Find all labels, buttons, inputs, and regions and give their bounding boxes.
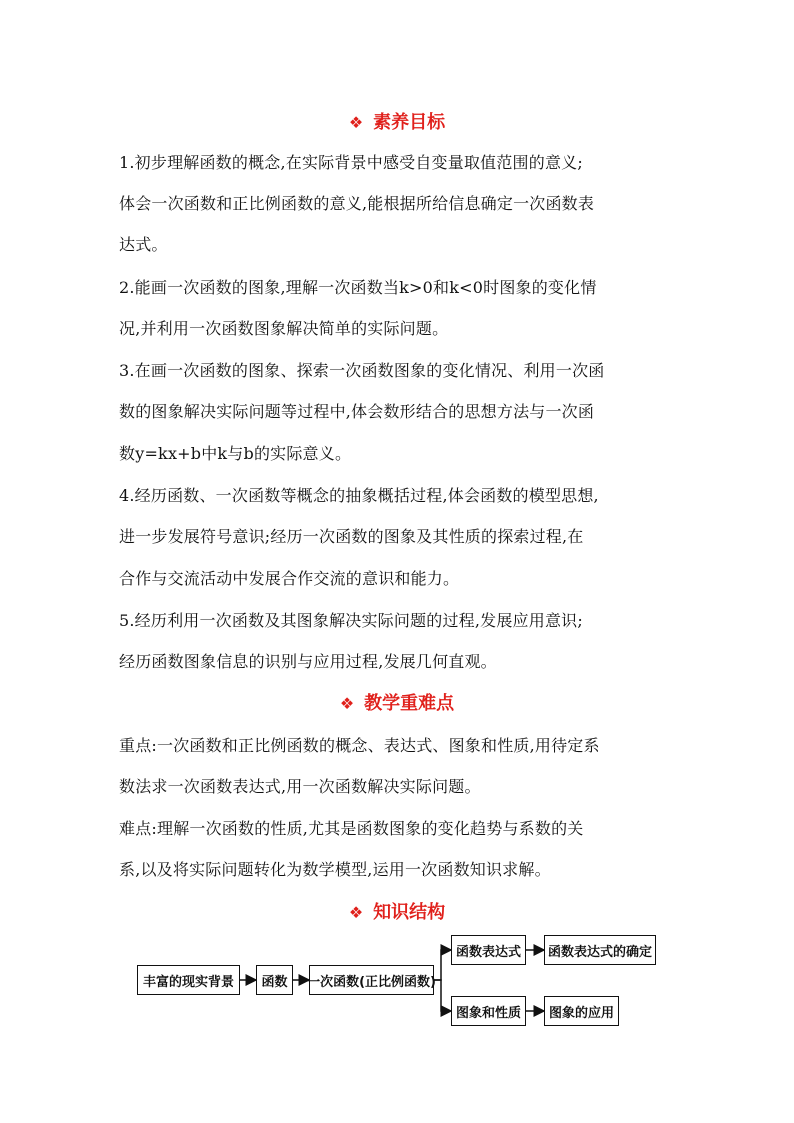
text-line: 数y=kx+b中k与b的实际意义。 <box>119 444 352 463</box>
node-linear-function: 一次函数(正比例函数) <box>309 965 434 995</box>
text-line: 3.在画一次函数的图象、探索一次函数图象的变化情况、利用一次函 <box>119 361 605 380</box>
text-line: 进一步发展符号意识;经历一次函数的图象及其性质的探索过程,在 <box>119 527 584 546</box>
text-line: 况,并利用一次函数图象解决简单的实际问题。 <box>119 319 449 338</box>
diamond-icon: ❖ <box>339 694 355 713</box>
arrow <box>434 950 451 980</box>
node-expression: 函数表达式 <box>451 935 526 965</box>
arrow <box>434 980 451 1011</box>
node-graph-application: 图象的应用 <box>544 996 619 1026</box>
node-expression-determine: 函数表达式的确定 <box>544 935 656 965</box>
node-function: 函数 <box>256 965 293 995</box>
text-line: 达式。 <box>119 235 168 254</box>
text-line: 数的图象解决实际问题等过程中,体会数形结合的思想方法与一次函 <box>119 402 595 421</box>
text-line: 难点:理解一次函数的性质,尤其是函数图象的变化趋势与系数的关 <box>119 819 584 838</box>
node-graph-properties: 图象和性质 <box>451 996 526 1026</box>
text-line: 5.经历利用一次函数及其图象解决实际问题的过程,发展应用意识; <box>119 611 583 630</box>
text-line: 4.经历函数、一次函数等概念的抽象概括过程,体会函数的模型思想, <box>119 486 599 505</box>
text-line: 2.能画一次函数的图象,理解一次函数当k>0和k<0时图象的变化情 <box>119 278 597 297</box>
diamond-icon: ❖ <box>348 113 364 132</box>
text-line: 系,以及将实际问题转化为数学模型,运用一次函数知识求解。 <box>119 860 551 879</box>
section-title-text: 教学重难点 <box>364 693 455 714</box>
node-background: 丰富的现实背景 <box>137 965 240 995</box>
text-line: 经历函数图象信息的识别与应用过程,发展几何直观。 <box>119 652 497 671</box>
text-line: 数法求一次函数表达式,用一次函数解决实际问题。 <box>119 777 481 796</box>
diamond-icon: ❖ <box>348 903 364 922</box>
text-line: 1.初步理解函数的概念,在实际背景中感受自变量取值范围的意义; <box>119 153 583 172</box>
section-title-text: 知识结构 <box>373 902 446 923</box>
text-line: 重点:一次函数和正比例函数的概念、表达式、图象和性质,用待定系 <box>119 736 600 755</box>
text-line: 体会一次函数和正比例函数的意义,能根据所给信息确定一次函数表 <box>119 194 595 213</box>
text-line: 合作与交流活动中发展合作交流的意识和能力。 <box>119 569 460 588</box>
section-title-text: 素养目标 <box>373 112 446 133</box>
